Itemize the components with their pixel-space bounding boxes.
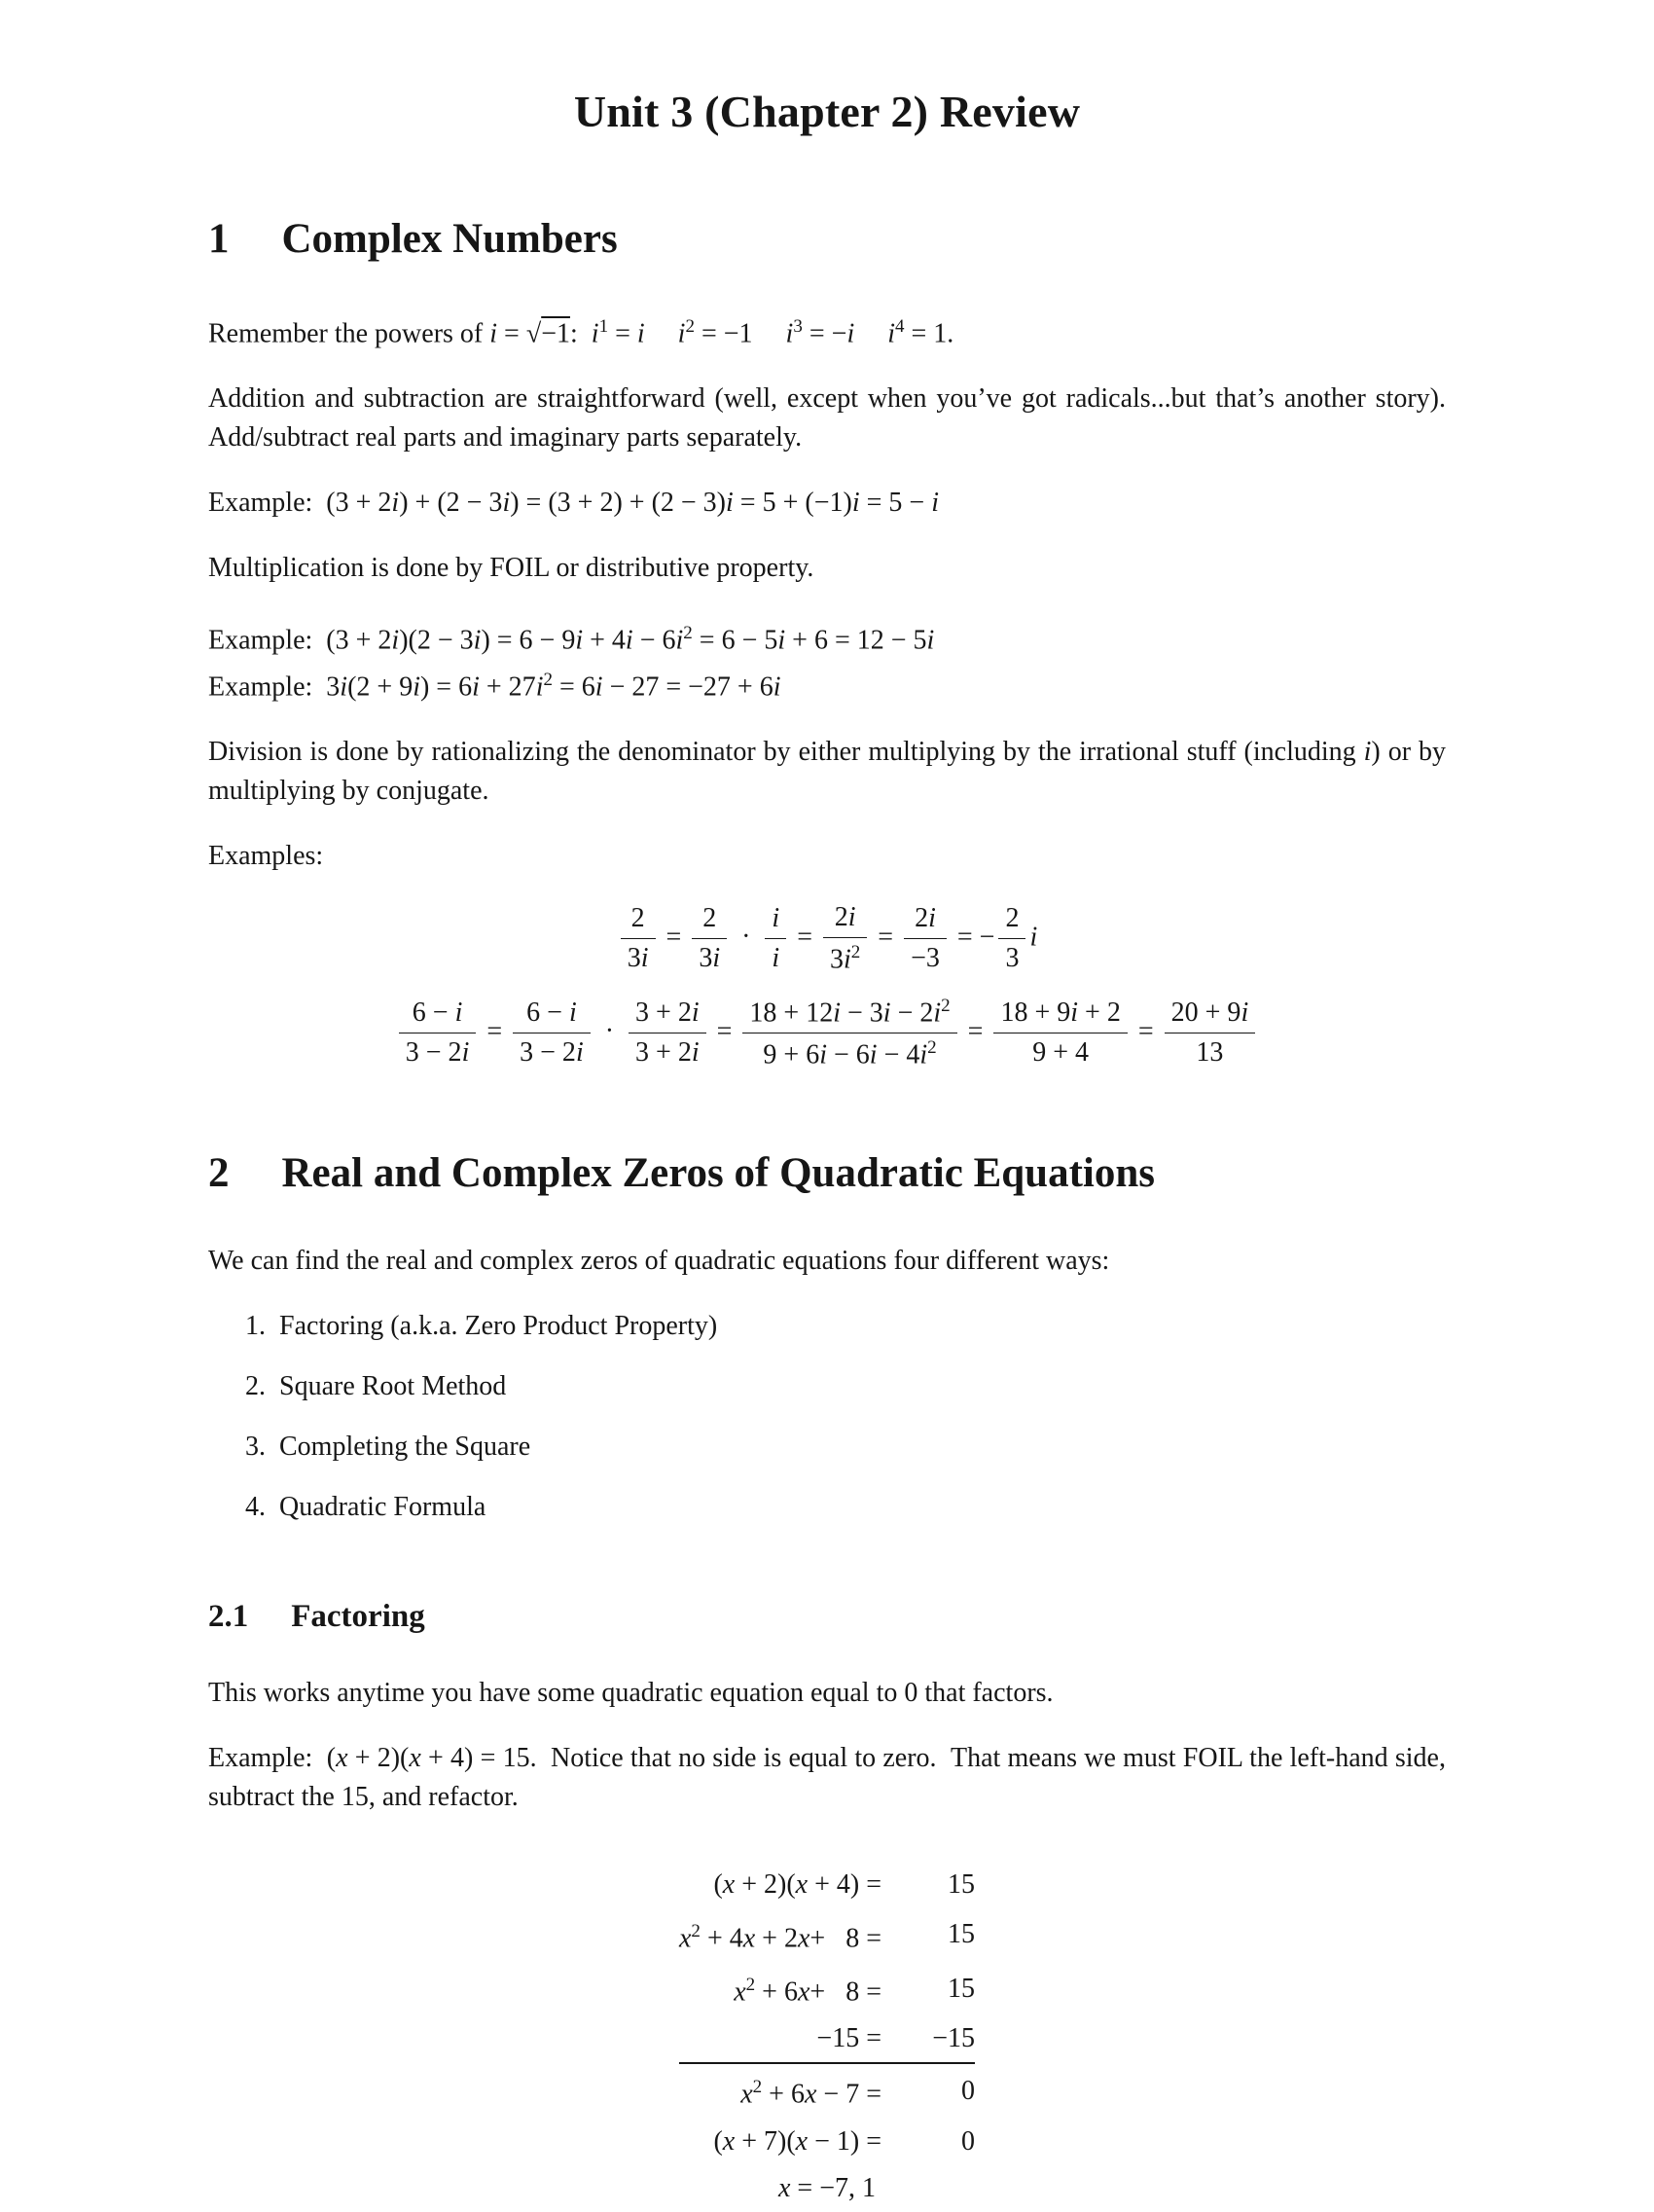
work-rhs: 15 [948,1973,975,2004]
work-lhs: (x + 7)(x − 1) = [713,2125,881,2157]
work-lhs: (x + 2)(x + 4) = [713,1868,881,1900]
list-item-label: Completing the Square [279,1431,531,1462]
work-row [679,2015,975,2063]
equation-division-example-1: $\frac{2}{3i}$ = $\frac{2}{3i}$ · $\frac{i}{i}$ = $\frac{2i}{3i^2}$ = $\frac{2i}{-3}$ = − $\frac{2}{3}$ i [208,902,1446,976]
paragraph-powers-of-i: Remember the powers of i = √−1: $i^1 = i$ $i^2 = -1$ $i^3 = -i$ $i^4 = 1$. [208,316,954,349]
work-row [679,1862,975,1908]
subsection-2-1-number: 2.1 [208,1598,249,1634]
section-2-heading [208,1149,1446,1197]
example-addition: Example: (3 + 2i) + (2 − 3i) = (3 + 2) + (2 − 3)i = 5 + (−1)i = 5 − i [208,488,939,519]
examples-label: Examples: [208,840,324,871]
document-title: Unit 3 (Chapter 2) Review [573,87,1081,136]
example-multiplication-1: Example: $(3 + 2i)(2 - 3i) = 6 - 9i + 4i - 6i^2 = 6 - 5i + 6 = 12 - 5i$ [208,623,935,656]
paragraph-factoring-works: This works anytime you have some quadratic equation equal to 0 that factors. [208,1677,1054,1708]
list-item-factoring [245,1307,1446,1346]
paragraph-multiplication: Multiplication is done by FOIL or distributive property. [208,553,814,584]
work-row-after-rule [679,2063,975,2118]
paragraph-four-ways-intro: We can find the real and complex zeros of quadratic equations four different ways: [208,1245,1110,1276]
paragraph-factoring-example: Example: (x + 2)(x + 4) = 15. Notice that no side is equal to zero. That means we must FOIL the left-hand side, subtract the 15, and refactor. [208,1742,1446,1812]
subsection-2-1-title: Factoring [291,1598,425,1634]
factoring-worked-steps [679,1862,975,2212]
list-item-square-root-method [245,1367,1446,1406]
work-lhs: $x^2 + 6x+ 8$ = [734,1975,881,2008]
document-content [208,0,1446,2212]
work-lhs: −15 = [816,2023,881,2054]
methods-list [245,1307,1446,1527]
section-2-title: Real and Complex Zeros of Quadratic Equations [281,1149,1155,1196]
work-rhs: 15 [948,1919,975,1950]
list-item-number: 4. [245,1491,266,1522]
work-row [679,1962,975,2015]
section-1-heading [208,215,1446,263]
list-item-number: 3. [245,1431,266,1462]
work-solution: x = −7, 1 [777,2172,876,2203]
work-row [679,1908,975,1962]
section-1-number: 1 [208,216,230,262]
example-multiplication-2: Example: $3i(2 + 9i) = 6i + 27i^2 = 6i - 27 = -27 + 6i$ [208,669,781,702]
list-item-label: Quadratic Formula [279,1491,486,1522]
list-item-number: 2. [245,1370,266,1401]
paragraph-division: Division is done by rationalizing the denominator by either multiplying by the irrational stuff (including i) or by multiplying by conjugate. [208,736,1446,806]
work-row-final [679,2165,975,2212]
work-rhs: 15 [948,1868,975,1900]
list-item-label: Square Root Method [279,1370,507,1401]
list-item-completing-the-square [245,1428,1446,1467]
section-2-number: 2 [208,1149,230,1196]
list-item-number: 1. [245,1310,266,1341]
section-1-title: Complex Numbers [281,216,618,262]
work-lhs: $x^2 + 6x - 7$ = [679,2063,881,2118]
paragraph-addition-subtraction: Addition and subtraction are straightforward (well, except when you’ve got radicals...but that’s another story). Add/subtract real parts and imaginary parts separately. [208,383,1446,453]
list-item-label: Factoring (a.k.a. Zero Product Property) [279,1310,718,1341]
work-rhs: −15 [932,2023,975,2054]
work-lhs: $x^2 + 4x + 2x+ 8$ = [678,1920,881,1954]
subsection-2-1-heading [208,1599,1446,1635]
equation-division-example-2: $\frac{6 - i}{3 - 2i}$ = $\frac{6 - i}{3 - 2i}$ · $\frac{3 + 2i}{3 + 2i}$ = $\frac{18 + 12i - 3i - 2i^2}{9 + 6i - 6i - 4i^2}$ = $\frac{18 + 9i + 2}{9 + 4}$ = $\frac{20 + 9i}{13}$ [208,996,1446,1071]
work-rhs: 0 [961,2125,975,2157]
list-item-quadratic-formula [245,1488,1446,1527]
work-row [679,2119,975,2165]
work-rhs: 0 [881,2063,975,2118]
